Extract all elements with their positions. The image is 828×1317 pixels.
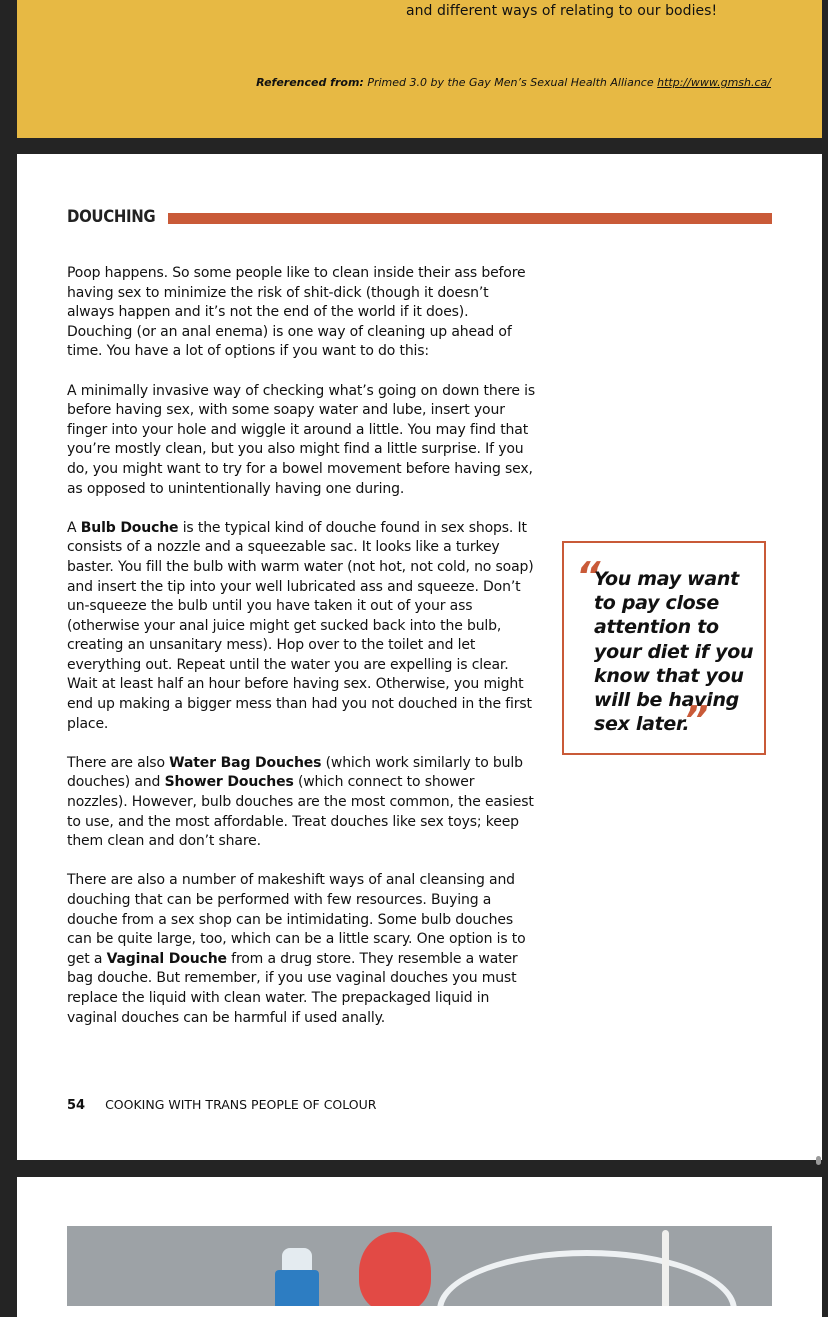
paragraph-intro: Poop happens. So some people like to clean inside their ass before having sex to minimize the risk of shit-dick (though it doesn’t always happen and it’s not the end of the world if it does). Douching (or an anal enema) is one way of cleaning up ahead of time. You have a lot of options if you want to do this: xyxy=(67,265,526,360)
paragraph-makeshift xyxy=(67,871,537,1028)
paragraph-finger-check: A minimally invasive way of checking what’s going on down there is before having sex, with some soapy water and lube, insert your finger into your hole and wiggle it around a little. You may find that you’re mostly clean, but you also might find a little surprise. If you do, you might want to try for a bowel movement before having sex, as opposed to unintentionally having one during. xyxy=(67,382,536,497)
next-page xyxy=(17,1177,822,1317)
closing-line: and different ways of relating to our bodies! xyxy=(406,3,718,19)
text-run: There are also a number of makeshift ways of anal cleansing and douching that can be performed with few resources. Buying a douche from a sex shop can be intimidating. Some bulb douches can be quite large, too, which can be a little scary. One option is to get a xyxy=(67,872,526,967)
pull-quote-box xyxy=(562,541,766,755)
bottle-label xyxy=(275,1270,319,1306)
term-bulb-douche: Bulb Douche xyxy=(80,519,179,536)
paragraph-bulb-douche xyxy=(67,519,537,735)
reference-label: Referenced from: xyxy=(256,76,364,89)
close-quote-mark: ” xyxy=(684,698,709,742)
heading-rule xyxy=(168,213,772,224)
term-vaginal-douche: Vaginal Douche xyxy=(106,950,227,967)
reference-line xyxy=(256,76,771,89)
text-run: There are also xyxy=(67,754,170,771)
text-run: A xyxy=(67,519,81,536)
white-hose xyxy=(437,1250,737,1306)
page-54 xyxy=(17,154,822,1160)
page-number: 54 xyxy=(67,1098,86,1113)
page-footer xyxy=(67,1097,376,1113)
book-title: COOKING WITH TRANS PEOPLE OF COLOUR xyxy=(105,1097,377,1112)
text-run: (which work similarly to bulb douches) and xyxy=(67,754,523,791)
body-text xyxy=(67,264,537,1048)
reference-text: Primed 3.0 by the Gay Men’s Sexual Health Alliance xyxy=(367,76,654,89)
text-run: (which connect to shower nozzles). However, bulb douches are the most common, the easiest to use, and the most affordable. Treat douches like sex toys; keep them clean and don’t share. xyxy=(67,774,534,850)
text-run: from a drug store. They resemble a water bag douche. But remember, if you use vaginal douches you must replace the liquid with clean water. The prepackaged liquid in vaginal douches can be harmful if used anally. xyxy=(67,950,518,1026)
scroll-indicator[interactable] xyxy=(816,1156,821,1165)
term-shower-douches: Shower Douches xyxy=(164,774,294,791)
previous-page xyxy=(17,0,822,138)
pull-quote-text: You may want to pay close attention to your diet if you know that you will be having sex later. xyxy=(594,568,754,736)
reference-link[interactable]: http://www.gmsh.ca/ xyxy=(657,76,771,89)
douche-products-photo xyxy=(67,1226,772,1306)
term-water-bag-douches: Water Bag Douches xyxy=(169,754,322,771)
open-quote-mark: “ xyxy=(576,554,601,598)
section-heading: DOUCHING xyxy=(67,207,156,227)
paragraph-other-douches xyxy=(67,754,537,852)
text-run: is the typical kind of douche found in sex shops. It consists of a nozzle and a squeezable sac. It looks like a turkey baster. You fill the bulb with warm water (not hot, not cold, no soap) and insert the tip into your well lubricated ass and squeeze. Don’t un-squeeze the bulb until you have taken it out of your ass (otherwise your anal juice might get sucked back into the bulb, creating an unsanitary mess). Hop over to the toilet and let everything out. Repeat until the water you are expelling is clear. Wait at least half an hour before having sex. Otherwise, you might end up making a bigger mess than had you not douched in the first place. xyxy=(67,519,534,732)
